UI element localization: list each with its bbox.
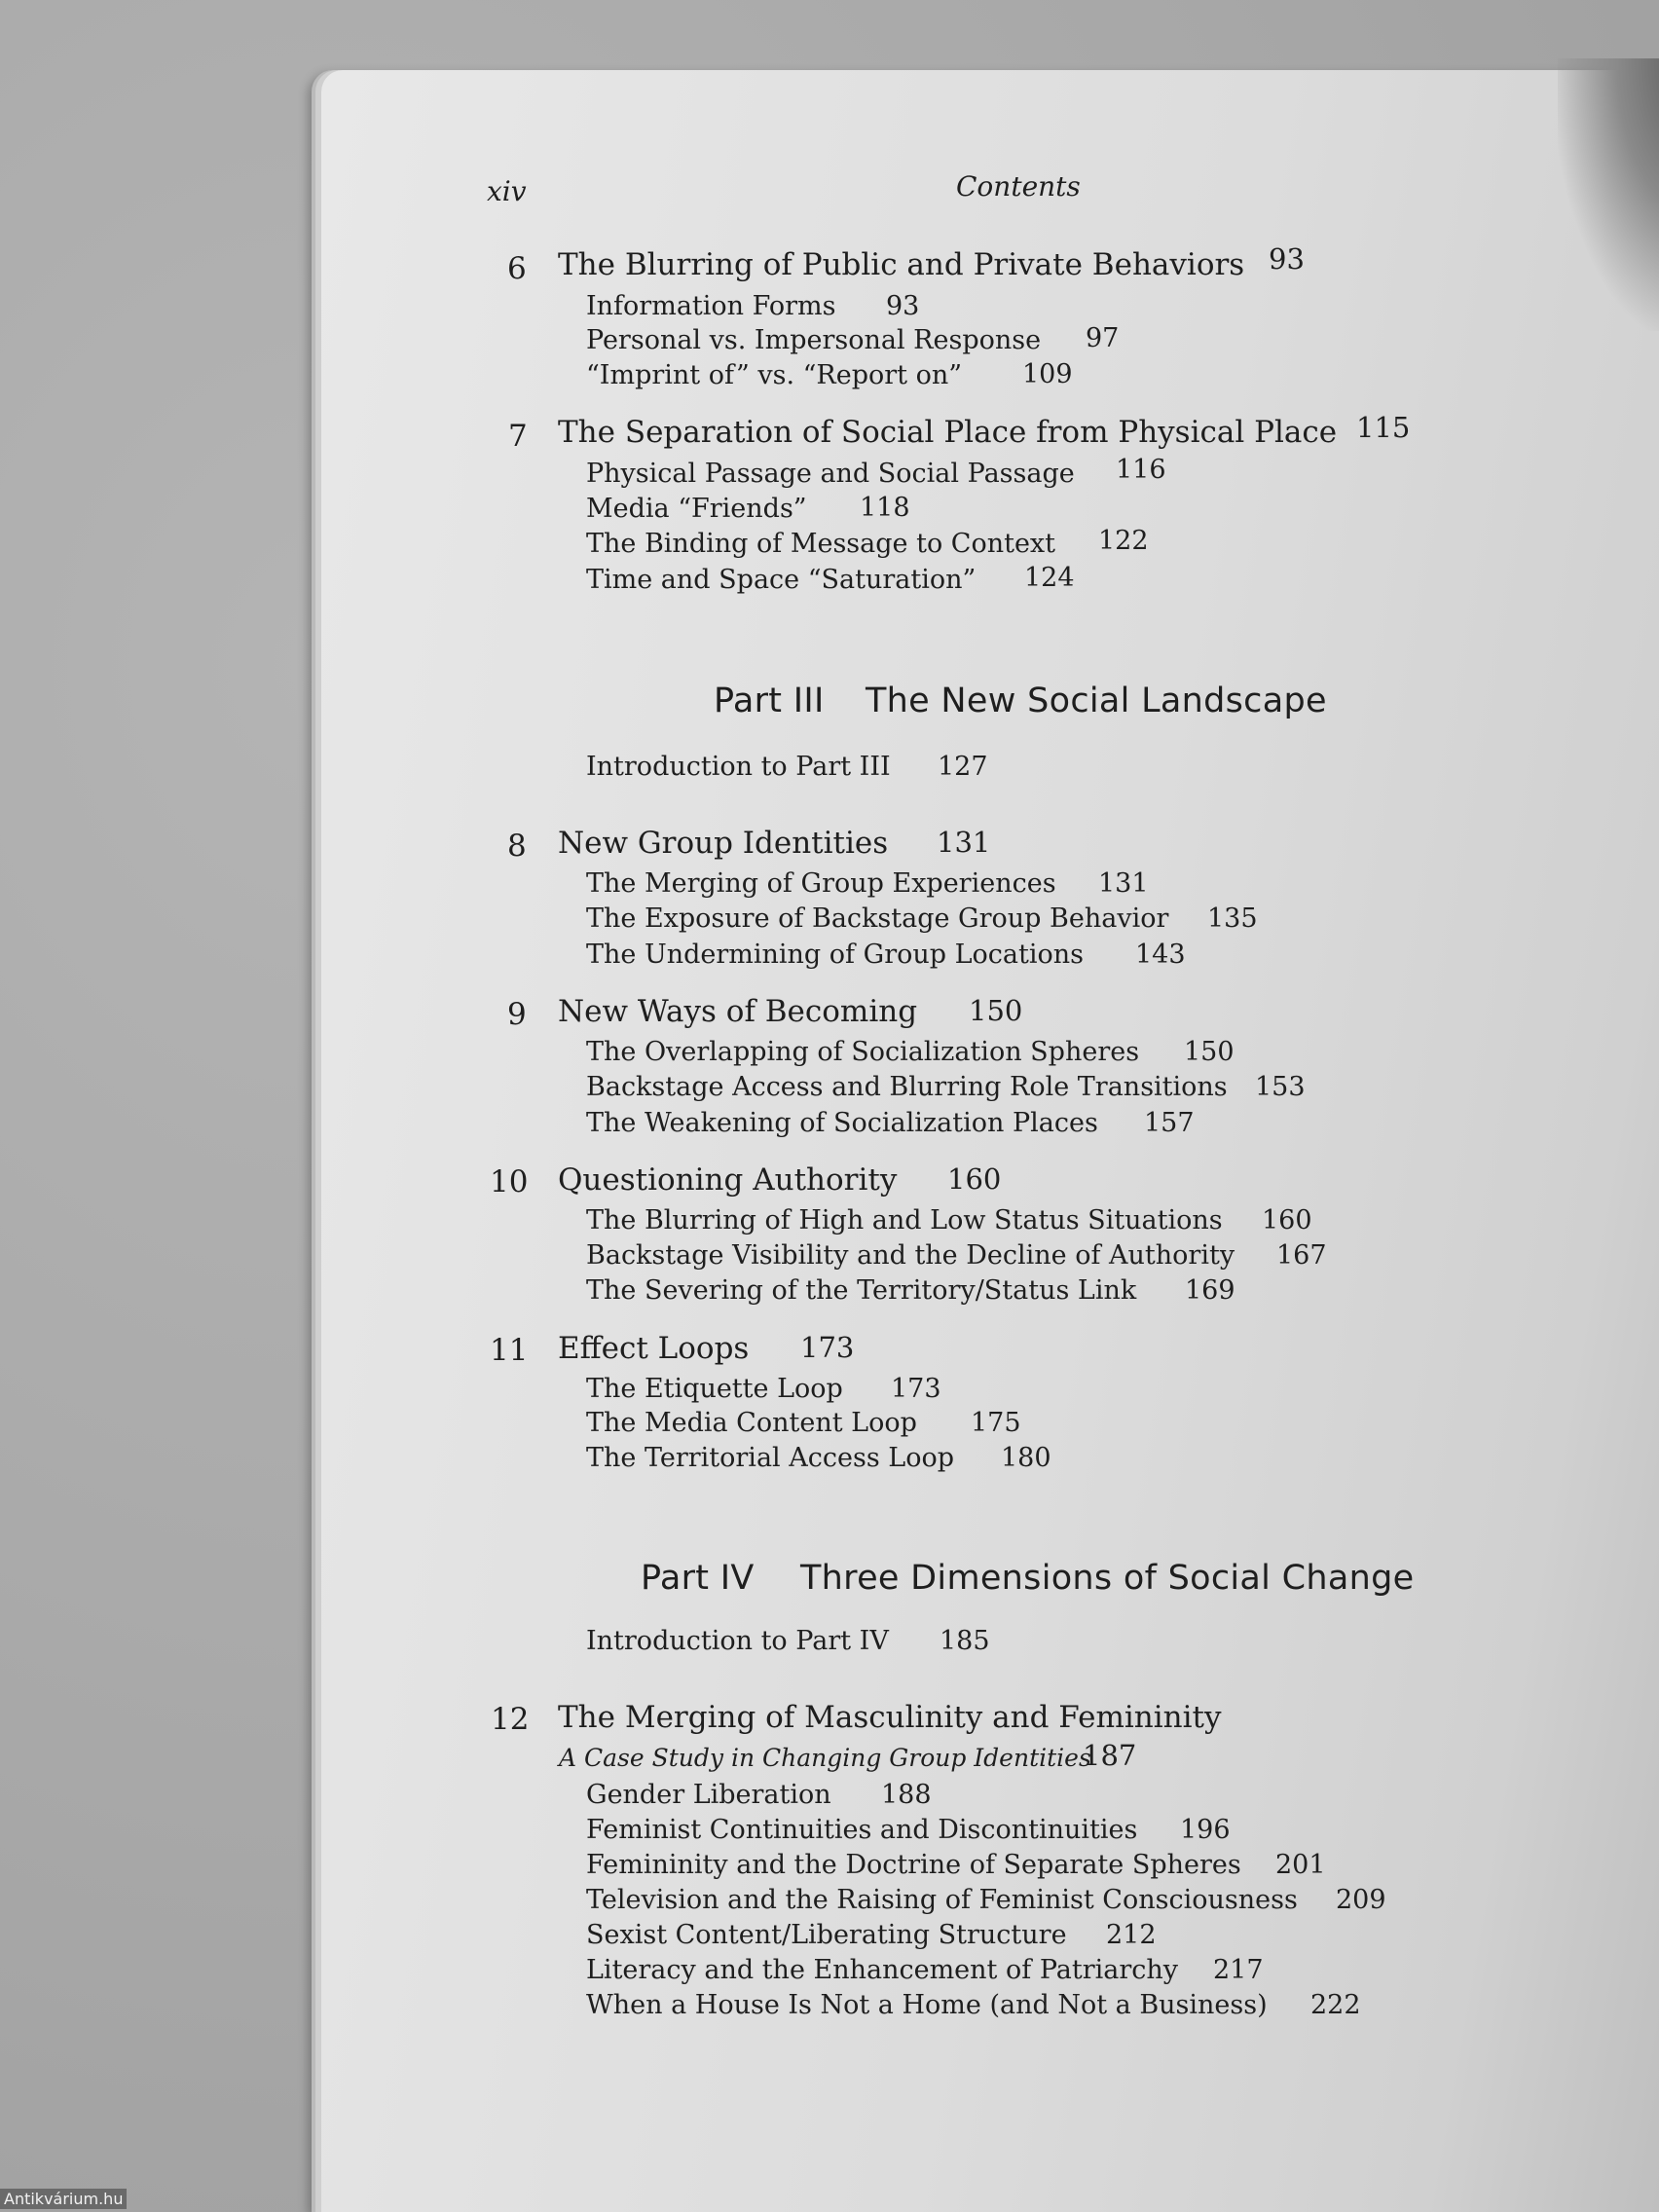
section-page: 153 <box>1255 1072 1306 1102</box>
section-title: The Merging of Group Experiences <box>586 868 1056 899</box>
chapter-title: The Separation of Social Place from Physical Place <box>558 415 1338 450</box>
section-title: Media “Friends” <box>586 494 807 524</box>
section-title: The Binding of Message to Context <box>586 529 1056 559</box>
section-title: The Undermining of Group Locations <box>586 940 1084 970</box>
section-title: Backstage Visibility and the Decline of Authority <box>586 1240 1235 1271</box>
page-fold-shadow <box>1558 58 1659 331</box>
chapter-title: New Ways of Becoming <box>558 994 918 1029</box>
chapter-page: 115 <box>1356 411 1411 444</box>
section-title: The Territorial Access Loop <box>586 1443 954 1473</box>
chapter-title: New Group Identities <box>558 826 889 861</box>
section-page: 188 <box>881 1780 932 1810</box>
section-page: 118 <box>860 493 910 523</box>
chapter-number: 8 <box>507 829 527 864</box>
section-title: The Overlapping of Socialization Spheres <box>586 1037 1140 1067</box>
part-intro-title: Introduction to Part IV <box>586 1626 889 1656</box>
chapter-number: 10 <box>490 1164 529 1199</box>
section-page: 97 <box>1086 323 1120 353</box>
chapter-number: 7 <box>508 419 528 454</box>
section-title: The Media Content Loop <box>586 1408 917 1438</box>
chapter-number: 9 <box>507 997 527 1032</box>
section-page: 109 <box>1022 359 1073 389</box>
section-title: Feminist Continuities and Discontinuities <box>586 1815 1138 1845</box>
part-title: Three Dimensions of Social Change <box>800 1559 1415 1598</box>
part-intro-page: 127 <box>938 752 988 782</box>
watermark: Antikvárium.hu <box>0 2189 127 2209</box>
chapter-page: 173 <box>800 1331 855 1364</box>
section-page: 93 <box>886 291 920 321</box>
section-page: 175 <box>971 1408 1021 1438</box>
section-title: When a House Is Not a Home (and Not a Business) <box>586 1990 1268 2020</box>
chapter-number: 11 <box>490 1333 529 1368</box>
section-page: 173 <box>891 1374 941 1404</box>
chapter-page: 93 <box>1269 242 1305 276</box>
part-intro-page: 185 <box>940 1626 990 1656</box>
section-page: 150 <box>1184 1037 1235 1067</box>
running-title: Contents <box>956 170 1081 203</box>
section-title: Physical Passage and Social Passage <box>586 459 1075 489</box>
section-title: Femininity and the Doctrine of Separate Spheres <box>586 1850 1241 1880</box>
section-title: Backstage Access and Blurring Role Transitions <box>586 1072 1228 1102</box>
section-page: 124 <box>1024 563 1075 593</box>
part-title: The New Social Landscape <box>866 682 1327 720</box>
section-title: The Etiquette Loop <box>586 1374 843 1404</box>
section-page: 122 <box>1098 526 1149 556</box>
part-intro-title: Introduction to Part III <box>586 752 891 782</box>
section-page: 196 <box>1180 1815 1231 1845</box>
section-title: The Weakening of Socialization Places <box>586 1108 1098 1138</box>
section-page: 131 <box>1098 868 1149 899</box>
part-label: Part IV <box>641 1559 755 1598</box>
section-title: Sexist Content/Liberating Structure <box>586 1920 1067 1950</box>
section-page: 201 <box>1275 1850 1326 1880</box>
chapter-title: The Blurring of Public and Private Behaviors <box>558 247 1245 282</box>
section-page: 217 <box>1213 1955 1264 1985</box>
chapter-title: Effect Loops <box>558 1331 750 1366</box>
section-page: 222 <box>1310 1990 1361 2020</box>
section-page: 160 <box>1262 1205 1312 1235</box>
chapter-title: Questioning Authority <box>558 1162 898 1198</box>
section-title: The Blurring of High and Low Status Situations <box>586 1205 1223 1235</box>
section-page: 167 <box>1276 1240 1327 1271</box>
section-page: 135 <box>1207 903 1258 934</box>
chapter-page: 160 <box>947 1162 1002 1196</box>
section-title: Personal vs. Impersonal Response <box>586 325 1042 355</box>
section-title: Information Forms <box>586 291 836 321</box>
section-title: Gender Liberation <box>586 1780 831 1810</box>
section-page: 169 <box>1185 1275 1235 1306</box>
section-title: Time and Space “Saturation” <box>586 565 977 595</box>
chapter-subtitle: A Case Study in Changing Group Identities <box>559 1744 1091 1772</box>
section-title: The Severing of the Territory/Status Link <box>586 1275 1137 1306</box>
chapter-page: 131 <box>937 826 991 859</box>
folio: xiv <box>487 175 527 207</box>
section-title: Literacy and the Enhancement of Patriarchy <box>586 1955 1179 1985</box>
part-label: Part III <box>714 682 825 720</box>
section-page: 209 <box>1336 1885 1386 1915</box>
section-page: 180 <box>1001 1443 1051 1473</box>
chapter-number: 6 <box>507 251 527 286</box>
section-title: “Imprint of” vs. “Report on” <box>586 360 963 390</box>
chapter-number: 12 <box>491 1702 530 1737</box>
section-page: 143 <box>1135 940 1186 970</box>
section-page: 116 <box>1116 455 1166 485</box>
section-title: Television and the Raising of Feminist Consciousness <box>586 1885 1298 1915</box>
section-page: 157 <box>1144 1108 1195 1138</box>
section-page: 212 <box>1106 1920 1157 1950</box>
chapter-title: The Merging of Masculinity and Femininity <box>558 1700 1222 1735</box>
chapter-page: 150 <box>969 994 1023 1027</box>
chapter-page: 187 <box>1083 1739 1137 1772</box>
section-title: The Exposure of Backstage Group Behavior <box>586 903 1169 934</box>
